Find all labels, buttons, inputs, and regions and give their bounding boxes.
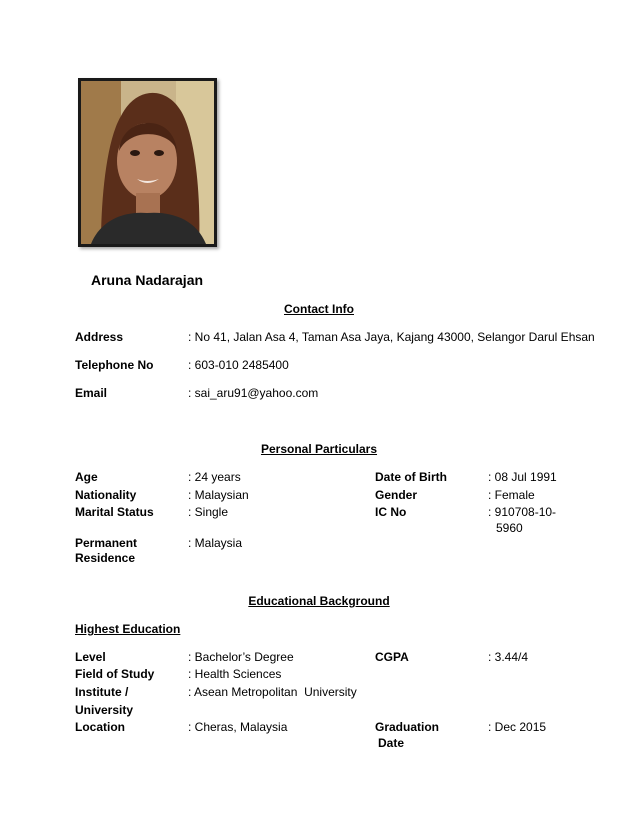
location-value: : Cheras, Malaysia (188, 720, 288, 734)
highest-education-heading: Highest Education (75, 622, 181, 636)
personal-particulars-heading: Personal Particulars (260, 442, 378, 456)
age-label: Age (75, 470, 98, 484)
institute-value: : Asean Metropolitan University (188, 685, 357, 699)
educational-background-heading: Educational Background (248, 594, 390, 608)
email-value: : sai_aru91@yahoo.com (188, 386, 319, 400)
field-of-study-value: : Health Sciences (188, 667, 282, 681)
graduation-date-label-line2: Date (378, 736, 405, 750)
institute-label-line1: Institute / (75, 685, 129, 699)
institute-label-line2: University (75, 703, 134, 717)
age-value: : 24 years (188, 470, 241, 484)
nationality-value: : Malaysian (188, 488, 249, 502)
dob-label: Date of Birth (375, 470, 447, 484)
dob-value: : 08 Jul 1991 (488, 470, 557, 484)
residence-label-line2: Residence (75, 551, 136, 565)
contact-info-heading: Contact Info (284, 302, 354, 316)
field-of-study-label: Field of Study (75, 667, 155, 681)
graduation-date-value: : Dec 2015 (488, 720, 547, 734)
address-value: : No 41, Jalan Asa 4, Taman Asa Jaya, Kajang 43000, Selangor Darul Ehsan (188, 330, 595, 344)
cgpa-value: : 3.44/4 (488, 650, 529, 664)
address-label: Address (75, 330, 124, 344)
candidate-name: Aruna Nadarajan (91, 272, 204, 288)
cgpa-label: CGPA (375, 650, 409, 664)
location-label: Location (75, 720, 125, 734)
telephone-label: Telephone No (75, 358, 154, 372)
level-value: : Bachelor’s Degree (188, 650, 294, 664)
ic-no-value-line1: : 910708-10- (488, 505, 557, 519)
telephone-value: : 603-010 2485400 (188, 358, 289, 372)
ic-no-value-line2: 5960 (496, 521, 523, 535)
residence-value: : Malaysia (188, 536, 243, 550)
graduation-date-label-line1: Graduation (375, 720, 440, 734)
level-label: Level (75, 650, 106, 664)
nationality-label: Nationality (75, 488, 137, 502)
marital-status-value: : Single (188, 505, 229, 519)
gender-value: : Female (488, 488, 535, 502)
marital-status-label: Marital Status (75, 505, 154, 519)
email-label: Email (75, 386, 108, 400)
profile-photo (78, 78, 217, 247)
portrait-photo-icon (81, 81, 214, 244)
residence-label-line1: Permanent (75, 536, 138, 550)
gender-label: Gender (375, 488, 418, 502)
ic-no-label: IC No (375, 505, 407, 519)
